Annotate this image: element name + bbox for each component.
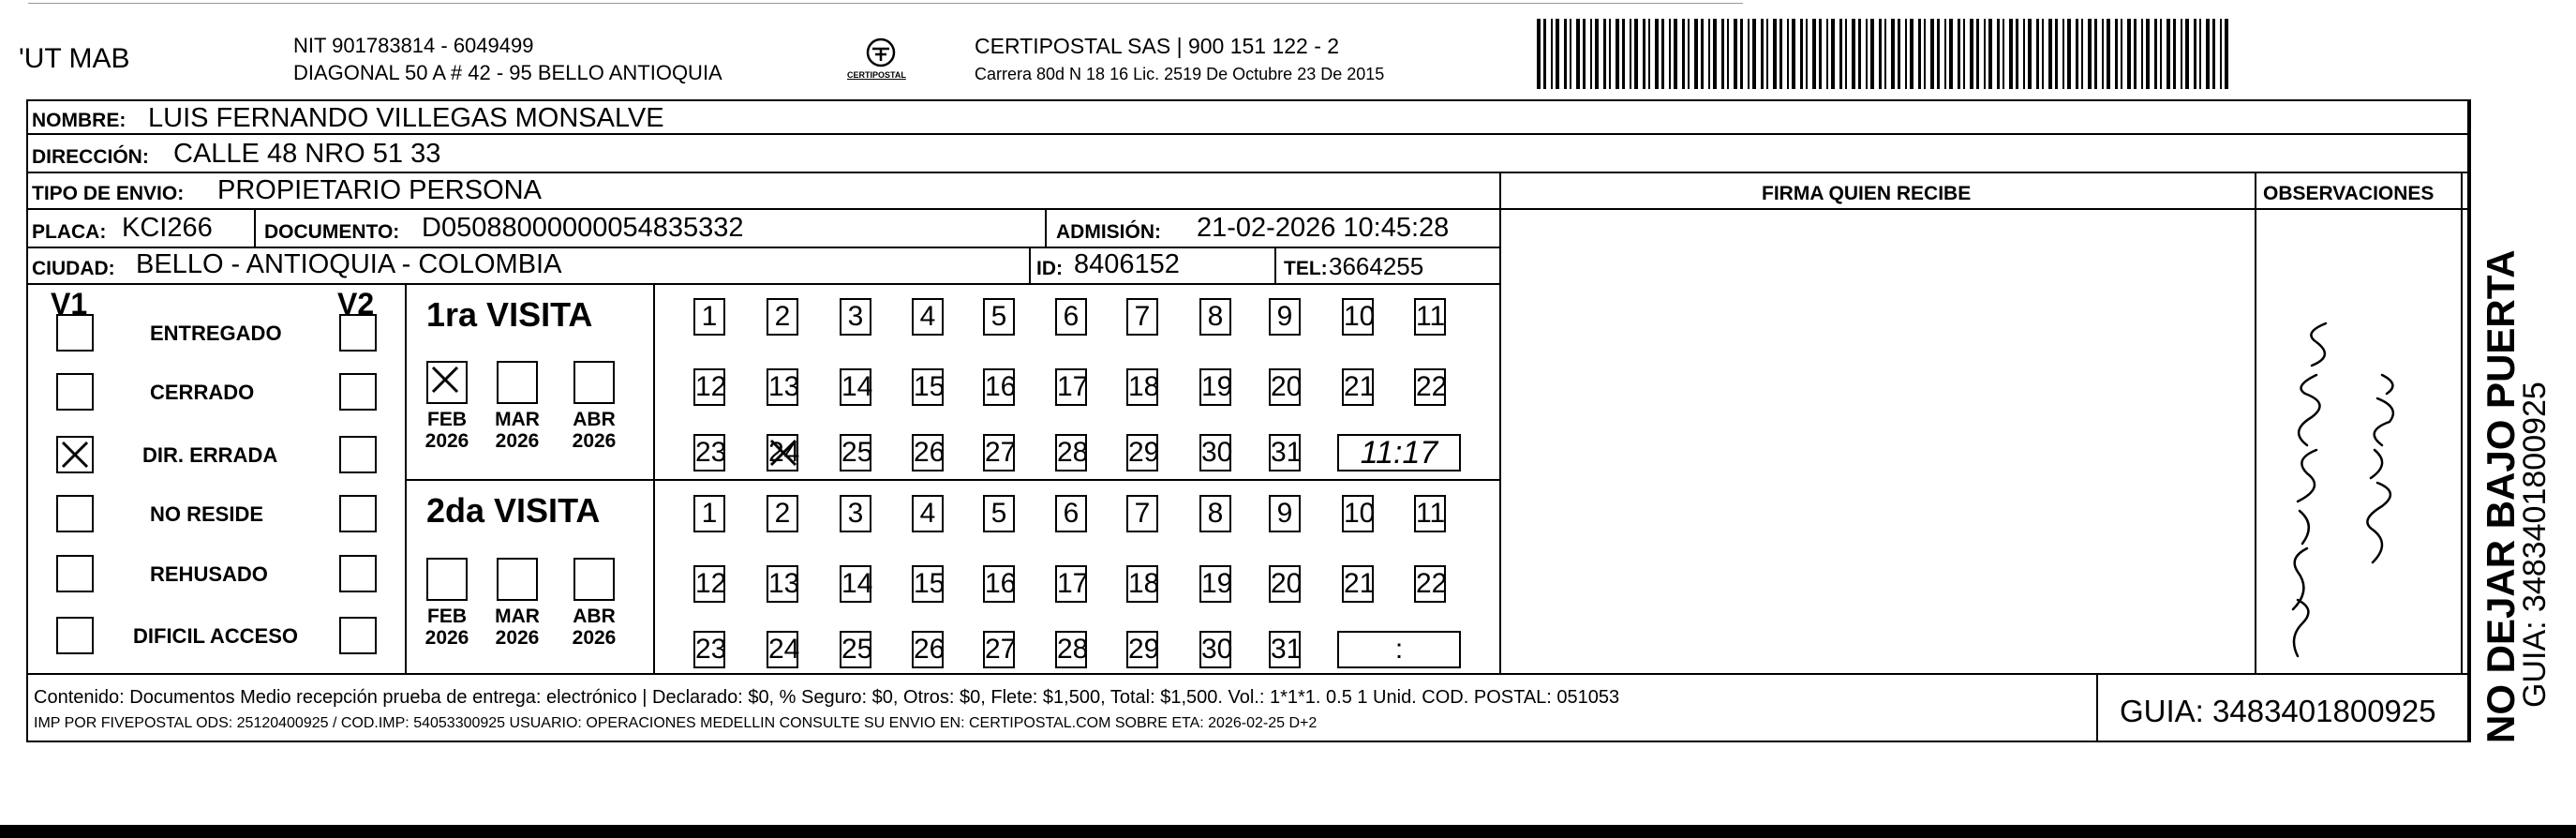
barcode — [1537, 19, 2235, 89]
documento-value: D05088000000054835332 — [422, 213, 744, 243]
v2-checkbox[interactable] — [339, 555, 377, 592]
day-box[interactable] — [983, 298, 1015, 336]
day-box[interactable] — [693, 298, 725, 336]
day-number: 12 — [695, 371, 727, 402]
day-box[interactable] — [1055, 565, 1087, 603]
day-box[interactable] — [912, 434, 944, 471]
day-number: 30 — [1201, 437, 1233, 468]
id-value: 8406152 — [1074, 249, 1180, 279]
day-number: 26 — [914, 634, 946, 665]
v1-checkbox[interactable] — [56, 495, 94, 532]
v1-checkbox[interactable] — [56, 555, 94, 592]
day-number: 5 — [990, 498, 1007, 529]
day-number: 24 — [768, 437, 800, 468]
side-guia: GUIA: 3483401800925 — [2517, 382, 2553, 708]
day-box[interactable] — [767, 298, 798, 336]
day-number: 25 — [841, 437, 873, 468]
month-label: ABR 2026 — [572, 606, 617, 650]
day-number: 23 — [695, 437, 727, 468]
day-number: 20 — [1271, 371, 1303, 402]
certipostal-logo — [843, 32, 918, 88]
day-box[interactable] — [1126, 495, 1158, 532]
day-number: 31 — [1271, 634, 1303, 665]
day-number: 9 — [1276, 301, 1293, 332]
status-label: DIFICIL ACCESO — [133, 624, 299, 648]
v2-checkbox[interactable] — [339, 617, 377, 654]
day-box[interactable] — [983, 631, 1015, 668]
day-box[interactable] — [1414, 368, 1446, 406]
day-box[interactable] — [1199, 495, 1231, 532]
day-number: 15 — [914, 568, 946, 599]
day-box[interactable] — [1126, 631, 1158, 668]
day-number: 6 — [1063, 498, 1080, 529]
month-checkbox[interactable] — [573, 361, 615, 404]
day-number: 21 — [1344, 371, 1376, 402]
v2-checkbox[interactable] — [339, 373, 377, 411]
day-number: 22 — [1416, 568, 1448, 599]
sender-name: 'UT MAB — [19, 43, 130, 74]
day-box[interactable] — [1126, 298, 1158, 336]
day-number: 3 — [847, 498, 864, 529]
company-address: Carrera 80d N 18 16 Lic. 2519 De Octubre 23 De 2015 — [975, 65, 1385, 83]
bottom-edge — [0, 825, 2576, 838]
day-box[interactable] — [767, 631, 798, 668]
ciudad-value: BELLO - ANTIOQUIA - COLOMBIA — [136, 249, 562, 279]
day-number: 18 — [1128, 568, 1160, 599]
logo-text: CERTIPOSTAL — [847, 70, 906, 80]
day-box[interactable] — [693, 368, 725, 406]
placa-label: PLACA: — [32, 221, 107, 243]
day-box[interactable] — [1269, 298, 1301, 336]
day-number: 9 — [1276, 498, 1293, 529]
v1-checkbox[interactable] — [56, 436, 94, 473]
month-checkbox[interactable] — [497, 361, 538, 404]
day-number: 22 — [1416, 371, 1448, 402]
day-box[interactable] — [1199, 631, 1231, 668]
day-box[interactable] — [1199, 368, 1231, 406]
v2-header: V2 — [337, 287, 375, 321]
day-box[interactable] — [1342, 368, 1374, 406]
time-box[interactable]: 11:17 — [1337, 434, 1461, 471]
day-number: 19 — [1201, 568, 1233, 599]
day-number: 30 — [1201, 634, 1233, 665]
day-box[interactable] — [840, 565, 871, 603]
day-number: 25 — [841, 634, 873, 665]
day-number: 16 — [985, 371, 1017, 402]
status-label: ENTREGADO — [150, 322, 282, 345]
day-number: 17 — [1057, 568, 1089, 599]
day-number: 23 — [695, 634, 727, 665]
month-checkbox[interactable] — [426, 558, 468, 601]
ciudad-label: CIUDAD: — [32, 258, 115, 279]
day-box[interactable] — [1126, 368, 1158, 406]
day-number: 7 — [1134, 498, 1151, 529]
time-box[interactable]: : — [1337, 631, 1461, 668]
day-number: 1 — [701, 498, 718, 529]
v1-checkbox[interactable] — [56, 314, 94, 352]
day-box[interactable] — [983, 565, 1015, 603]
day-box[interactable] — [1342, 565, 1374, 603]
day-number: 11 — [1416, 301, 1446, 332]
v1-header: V1 — [51, 287, 88, 321]
tipo-envio-label: TIPO DE ENVIO: — [32, 183, 185, 204]
id-label: ID: — [1036, 258, 1063, 279]
day-number: 3 — [847, 301, 864, 332]
day-number: 10 — [1344, 301, 1376, 332]
v2-checkbox[interactable] — [339, 436, 377, 473]
day-box[interactable] — [1269, 565, 1301, 603]
day-box[interactable] — [912, 368, 944, 406]
day-box[interactable] — [1055, 495, 1087, 532]
day-number: 14 — [841, 371, 873, 402]
day-number: 13 — [768, 568, 800, 599]
month-label: FEB 2026 — [424, 409, 469, 453]
day-box[interactable] — [1269, 631, 1301, 668]
day-number: 5 — [990, 301, 1007, 332]
status-label: CERRADO — [150, 381, 255, 404]
day-box[interactable] — [767, 368, 798, 406]
day-box[interactable] — [840, 631, 871, 668]
day-box[interactable] — [1199, 434, 1231, 471]
v1-checkbox[interactable] — [56, 373, 94, 411]
observaciones-header: OBSERVACIONES — [2263, 183, 2435, 204]
day-box[interactable] — [693, 495, 725, 532]
day-box[interactable] — [767, 434, 798, 471]
month-label: MAR 2026 — [495, 606, 540, 650]
admision-label: ADMISIÓN: — [1056, 221, 1161, 243]
status-label: DIR. ERRADA — [142, 443, 278, 467]
day-box[interactable] — [1342, 298, 1374, 336]
month-checkbox[interactable] — [426, 361, 468, 404]
day-box[interactable] — [1126, 434, 1158, 471]
day-number: 16 — [985, 568, 1017, 599]
v2-checkbox[interactable] — [339, 314, 377, 352]
day-box[interactable] — [693, 565, 725, 603]
day-number: 2 — [774, 301, 791, 332]
day-box[interactable] — [1199, 298, 1231, 336]
day-box[interactable] — [983, 434, 1015, 471]
day-number: 26 — [914, 437, 946, 468]
month-label: FEB 2026 — [424, 606, 469, 650]
tel-value: 3664255 — [1329, 252, 1424, 280]
month-checkbox[interactable] — [573, 558, 615, 601]
top-edge-line — [28, 3, 1743, 4]
day-number: 12 — [695, 568, 727, 599]
cross-mark-icon — [767, 436, 800, 478]
footer-guia: GUIA: 3483401800925 — [2120, 694, 2436, 728]
day-number: 11 — [1416, 498, 1446, 529]
day-box[interactable] — [1055, 368, 1087, 406]
day-number: 17 — [1057, 371, 1089, 402]
admision-value: 21-02-2026 10:45:28 — [1197, 213, 1450, 243]
handwritten-observation — [2260, 300, 2448, 666]
nombre-label: NOMBRE: — [32, 110, 127, 131]
day-box[interactable] — [693, 631, 725, 668]
day-box[interactable] — [840, 298, 871, 336]
month-label: MAR 2026 — [495, 409, 540, 453]
day-number: 27 — [985, 437, 1017, 468]
day-number: 20 — [1271, 568, 1303, 599]
footer-print-info: IMP POR FIVEPOSTAL ODS: 25120400925 / COD.IMP: 54053300925 USUARIO: OPERACIONES MEDELLIN CONSULTE SU ENVIO EN: CERTIPOSTAL.COM SOBRE ETA: 2026-02-25 D+2 — [34, 715, 1318, 731]
day-box[interactable] — [912, 495, 944, 532]
day-box[interactable] — [1055, 631, 1087, 668]
day-box[interactable] — [912, 631, 944, 668]
day-box[interactable] — [983, 368, 1015, 406]
month-label: ABR 2026 — [572, 409, 617, 453]
day-number: 28 — [1057, 437, 1089, 468]
direccion-label: DIRECCIÓN: — [32, 146, 149, 168]
day-box[interactable] — [1269, 368, 1301, 406]
day-box[interactable] — [1055, 434, 1087, 471]
status-label: NO RESIDE — [150, 502, 264, 526]
company-name: CERTIPOSTAL SAS | 900 151 122 - 2 — [975, 34, 1340, 58]
v2-checkbox[interactable] — [339, 495, 377, 532]
side-warning: NO DEJAR BAJO PUERTA — [2479, 249, 2523, 743]
placa-value: KCI266 — [122, 213, 213, 243]
day-box[interactable] — [912, 298, 944, 336]
day-number: 8 — [1207, 301, 1224, 332]
day-box[interactable] — [1414, 495, 1446, 532]
day-number: 4 — [919, 498, 936, 529]
day-number: 24 — [768, 634, 800, 665]
sender-nit: NIT 901783814 - 6049499 — [293, 34, 534, 57]
documento-label: DOCUMENTO: — [264, 221, 400, 243]
day-number: 28 — [1057, 634, 1089, 665]
visit1-title: 1ra VISITA — [426, 295, 593, 334]
day-box[interactable] — [840, 434, 871, 471]
day-box[interactable] — [1342, 495, 1374, 532]
status-label: REHUSADO — [150, 562, 268, 586]
day-box[interactable] — [1269, 495, 1301, 532]
month-checkbox[interactable] — [497, 558, 538, 601]
day-number: 29 — [1128, 634, 1160, 665]
tipo-envio-value: PROPIETARIO PERSONA — [217, 175, 542, 205]
day-box[interactable] — [1414, 298, 1446, 336]
day-box[interactable] — [1126, 565, 1158, 603]
nombre-value: LUIS FERNANDO VILLEGAS MONSALVE — [148, 103, 664, 133]
day-number: 4 — [919, 301, 936, 332]
day-number: 8 — [1207, 498, 1224, 529]
day-number: 19 — [1201, 371, 1233, 402]
day-number: 21 — [1344, 568, 1376, 599]
firma-header: FIRMA QUIEN RECIBE — [1762, 183, 1972, 204]
tel-label: TEL: — [1284, 258, 1328, 279]
day-box[interactable] — [767, 495, 798, 532]
day-box[interactable] — [840, 368, 871, 406]
direccion-value: CALLE 48 NRO 51 33 — [173, 139, 441, 169]
visit2-title: 2da VISITA — [426, 491, 601, 530]
day-number: 6 — [1063, 301, 1080, 332]
day-box[interactable] — [912, 565, 944, 603]
day-box[interactable] — [767, 565, 798, 603]
day-box[interactable] — [840, 495, 871, 532]
day-box[interactable] — [983, 495, 1015, 532]
day-number: 29 — [1128, 437, 1160, 468]
day-number: 2 — [774, 498, 791, 529]
day-number: 18 — [1128, 371, 1160, 402]
day-number: 31 — [1271, 437, 1303, 468]
day-box[interactable] — [1055, 298, 1087, 336]
day-number: 15 — [914, 371, 946, 402]
footer-content: Contenido: Documentos Medio recepción prueba de entrega: electrónico | Declarado: $0, % Seguro: $0, Otros: $0, Flete: $1,500, Total: $1,500. Vol.: 1*1*1. 0.5 1 Unid. COD. POSTAL: 051053 — [34, 687, 1620, 708]
day-number: 1 — [701, 301, 718, 332]
day-number: 14 — [841, 568, 873, 599]
day-box[interactable] — [1269, 434, 1301, 471]
day-number: 7 — [1134, 301, 1151, 332]
sender-address: DIAGONAL 50 A # 42 - 95 BELLO ANTIOQUIA — [293, 61, 722, 84]
day-box[interactable] — [693, 434, 725, 471]
day-box[interactable] — [1414, 565, 1446, 603]
day-number: 13 — [768, 371, 800, 402]
day-number: 10 — [1344, 498, 1376, 529]
day-box[interactable] — [1199, 565, 1231, 603]
day-number: 27 — [985, 634, 1017, 665]
v1-checkbox[interactable] — [56, 617, 94, 654]
